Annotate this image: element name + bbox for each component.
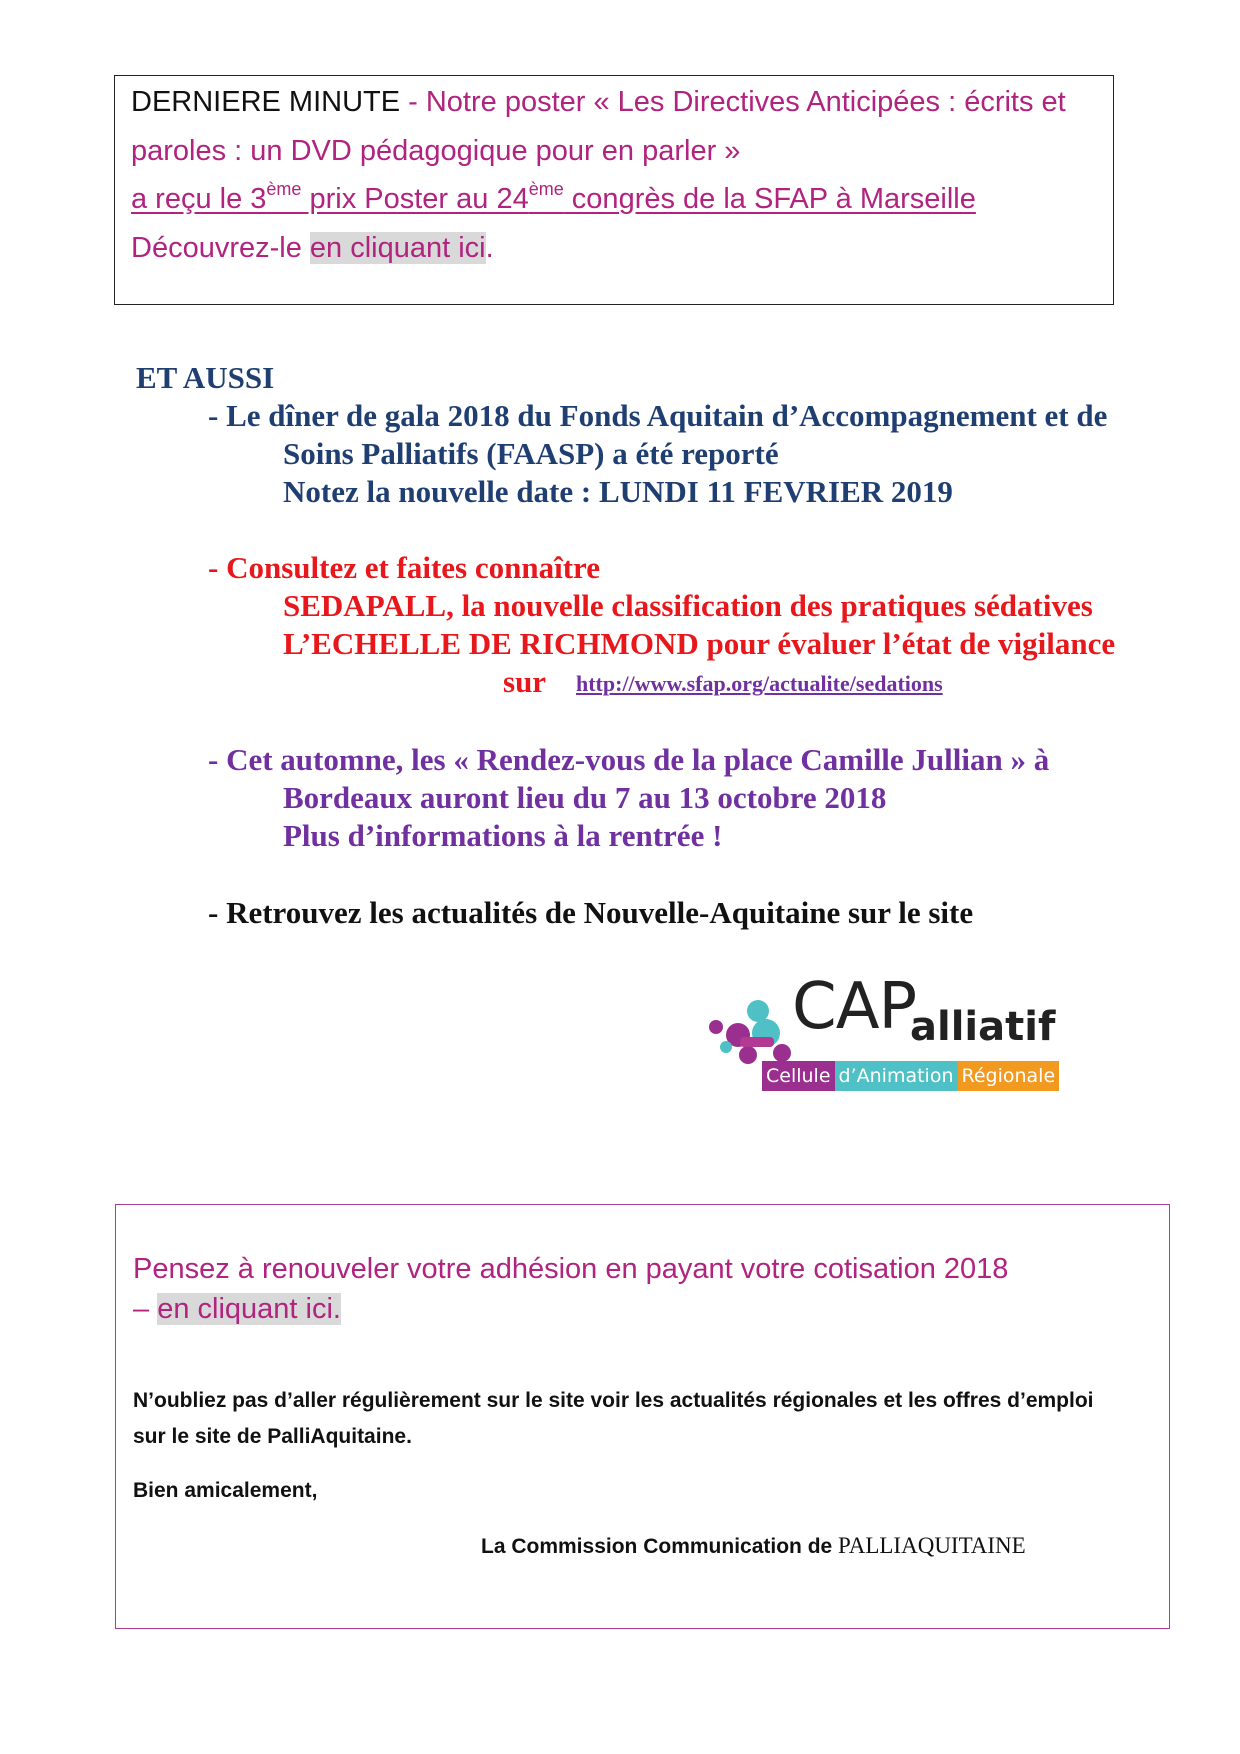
derniere-minute-label: DERNIERE MINUTE [131, 86, 401, 118]
rdv-line-3: Plus d’informations à la rentrée ! [283, 818, 723, 853]
gala-line-2: Soins Palliatifs (FAASP) a été reporté [283, 436, 779, 471]
richmond-line: L’ECHELLE DE RICHMOND pour évaluer l’état de vigilance [283, 626, 1116, 661]
et-aussi-heading: ET AUSSI [136, 360, 275, 395]
signature: La Commission Communication de PALLIAQUITAINE [481, 1533, 1026, 1558]
gala-line-1: - Le dîner de gala 2018 du Fonds Aquitain d’Accompagnement et de [208, 398, 1108, 433]
sedation-line-1: - Consultez et faites connaître [208, 550, 601, 585]
sedapall-line: SEDAPALL, la nouvelle classification des pratiques sédatives [283, 588, 1093, 623]
news-line-2: paroles : un DVD pédagogique pour en parler » [131, 135, 741, 167]
retrouvez-line: - Retrouvez les actualités de Nouvelle-Aquitaine sur le site [208, 895, 974, 930]
gala-date: Notez la nouvelle date : LUNDI 11 FEVRIER 2019 [283, 474, 953, 509]
news-box [114, 75, 1114, 305]
closing-line: Bien amicalement, [133, 1479, 318, 1502]
news-line-4: Découvrez-le en cliquant ici. [131, 232, 494, 264]
sur-label: sur [503, 664, 547, 699]
rdv-line-2: Bordeaux auront lieu du 7 au 13 octobre 2018 [283, 780, 887, 815]
renew-line-2: – en cliquant ici. [133, 1293, 341, 1325]
logo-alliatif: alliatif [910, 1004, 1056, 1050]
capalliatif-logo[interactable] [700, 970, 1090, 1095]
poster-link[interactable]: en cliquant ici [309, 232, 486, 264]
logo-cap: CAP [792, 970, 917, 1044]
news-line-3: a reçu le 3ème prix Poster au 24ème congrès de la SFAP à Marseille [131, 179, 976, 215]
membership-link[interactable]: en cliquant ici. [157, 1293, 341, 1325]
rdv-line-1: - Cet automne, les « Rendez-vous de la place Camille Jullian » à [208, 742, 1050, 777]
sfap-sedations-link[interactable]: http://www.sfap.org/actualite/sedations [576, 671, 943, 696]
membership-box [115, 1204, 1170, 1629]
reminder-line-2: sur le site de PalliAquitaine. [133, 1425, 412, 1448]
reminder-line-1: N’oubliez pas d’aller régulièrement sur le site voir les actualités régionales et les offres d’emploi [133, 1389, 1094, 1412]
renew-line-1: Pensez à renouveler votre adhésion en payant votre cotisation 2018 [133, 1253, 1009, 1285]
logo-tagline: Cellule d’Animation Régionale [762, 1061, 1059, 1091]
news-line-1: DERNIERE MINUTE - Notre poster « Les Directives Anticipées : écrits et [131, 86, 1066, 118]
